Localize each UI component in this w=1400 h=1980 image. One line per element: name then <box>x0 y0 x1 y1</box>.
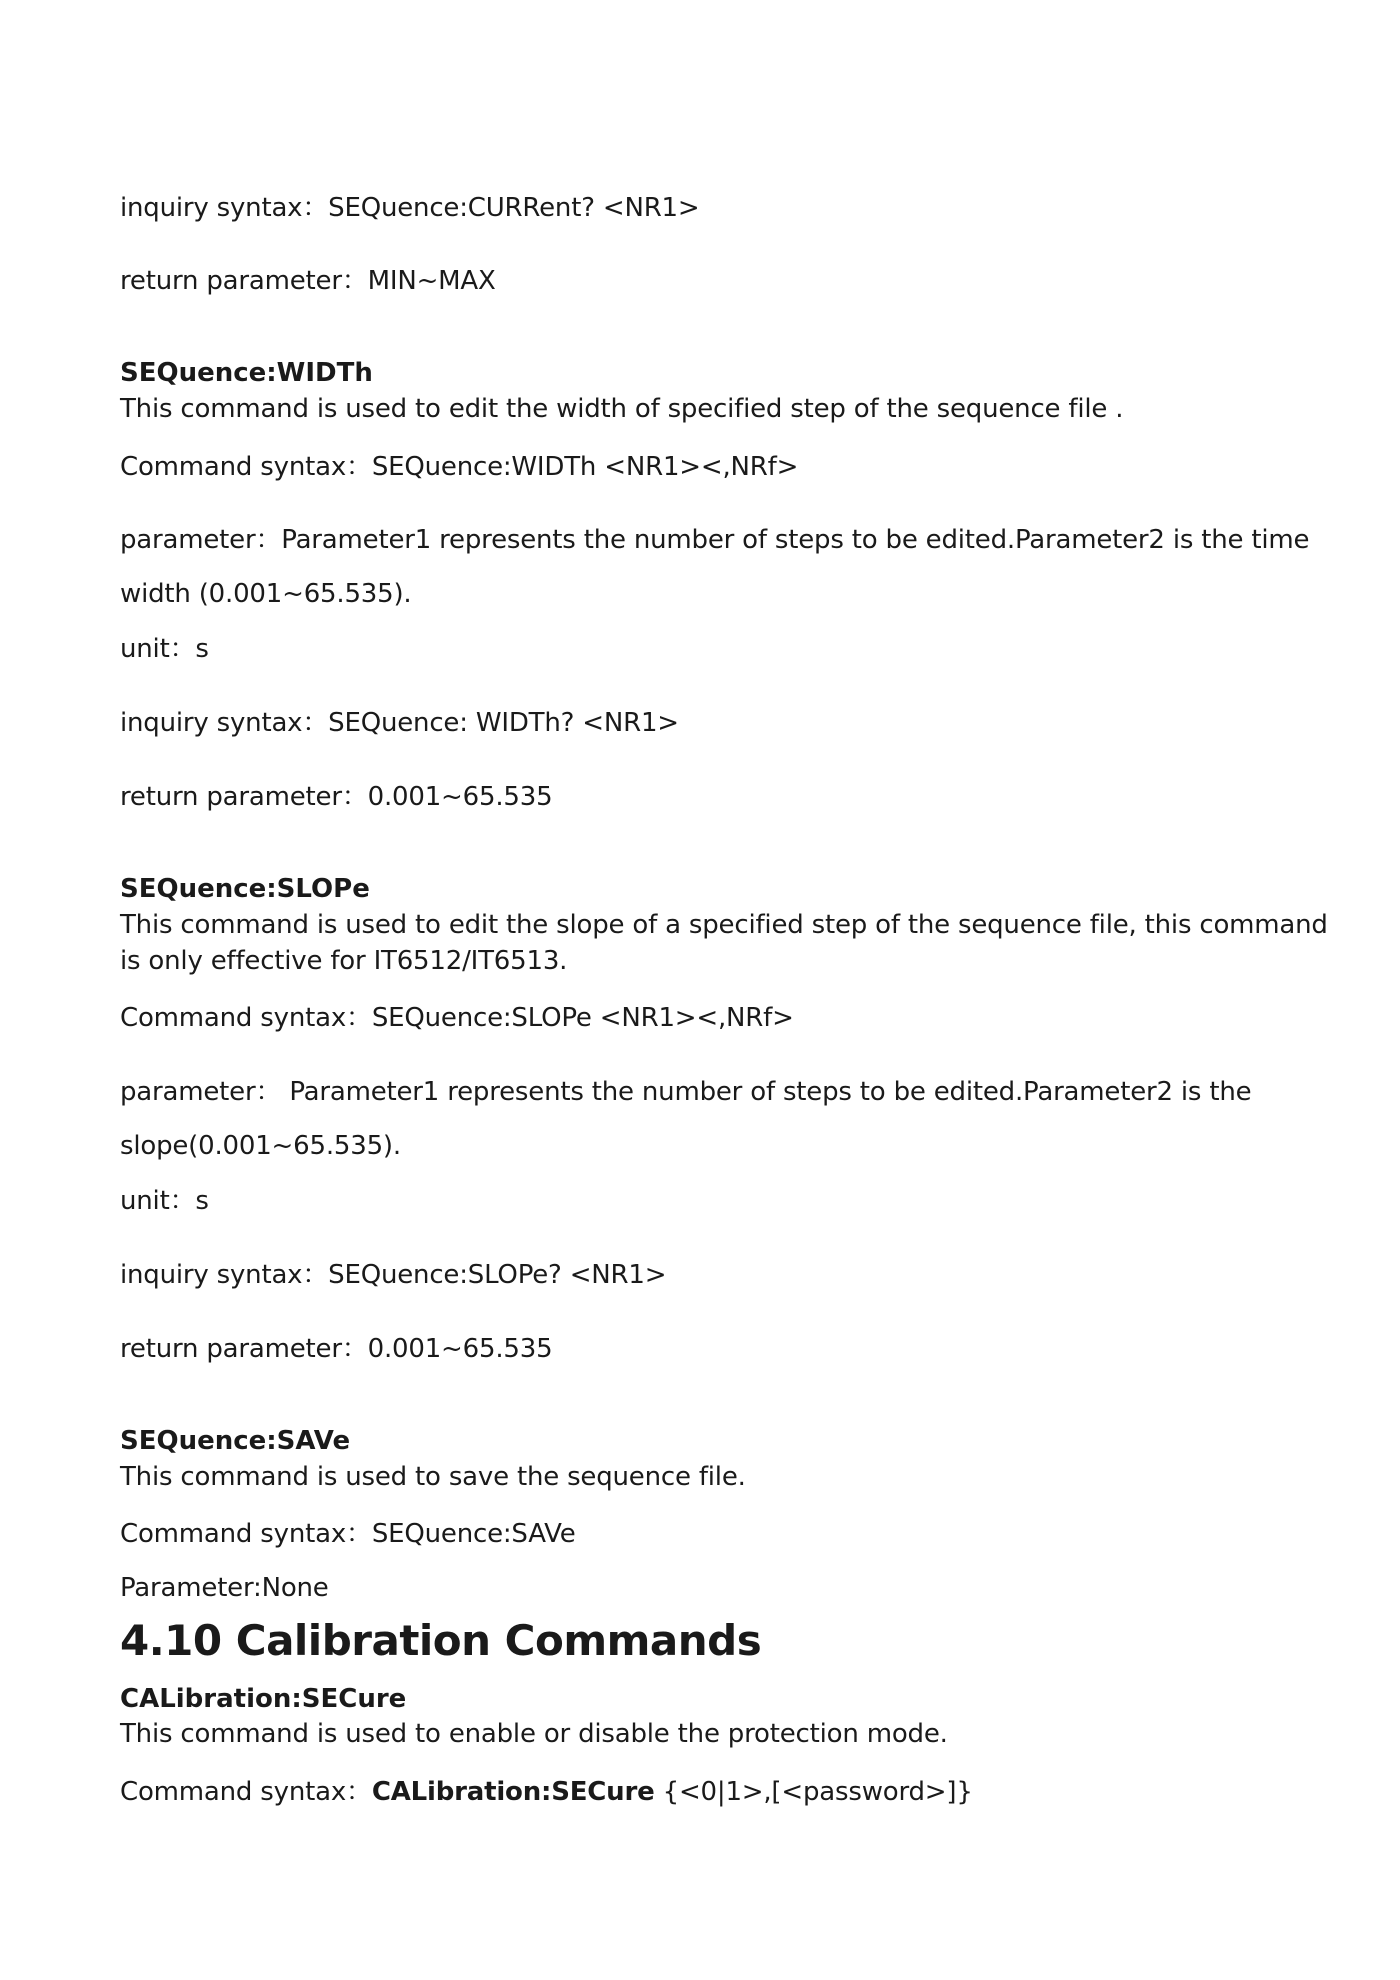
calibration-secure-command-syntax <box>120 1775 973 1809</box>
width-return-parameter: return parameter：0.001~65.535 <box>120 782 553 812</box>
slope-parameter-line-2: slope(0.001~65.535). <box>120 1131 401 1161</box>
slope-description-line-1: This command is used to edit the slope of a specified step of the sequence file, this command <box>120 910 1328 940</box>
slope-command-heading: SEQuence:SLOPe <box>120 874 370 904</box>
calibration-secure-heading: CALibration:SECure <box>120 1684 407 1714</box>
width-inquiry-syntax: inquiry syntax：SEQuence: WIDTh? <NR1> <box>120 708 679 738</box>
slope-return-parameter: return parameter：0.001~65.535 <box>120 1334 553 1364</box>
calibration-secure-description: This command is used to enable or disable the protection mode. <box>120 1719 948 1749</box>
width-command-heading: SEQuence:WIDTh <box>120 358 373 388</box>
slope-inquiry-syntax: inquiry syntax：SEQuence:SLOPe? <NR1> <box>120 1260 667 1290</box>
syntax-args: {<0|1>,[<password>]} <box>654 1777 973 1807</box>
slope-unit: unit：s <box>120 1186 209 1216</box>
syntax-command: CALibration:SECure <box>371 1777 655 1807</box>
save-command-heading: SEQuence:SAVe <box>120 1426 351 1456</box>
save-description: This command is used to save the sequence file. <box>120 1462 746 1492</box>
slope-description-line-2: is only effective for IT6512/IT6513. <box>120 946 568 976</box>
slope-command-syntax: Command syntax：SEQuence:SLOPe <NR1><,NRf> <box>120 1003 794 1033</box>
current-inquiry-syntax: inquiry syntax：SEQuence:CURRent? <NR1> <box>120 193 700 223</box>
calibration-section-title: 4.10 Calibration Commands <box>120 1616 762 1665</box>
width-command-syntax: Command syntax：SEQuence:WIDTh <NR1><,NRf> <box>120 452 799 482</box>
width-description: This command is used to edit the width of specified step of the sequence file . <box>120 394 1124 424</box>
width-unit: unit：s <box>120 634 209 664</box>
current-return-parameter: return parameter：MIN~MAX <box>120 266 496 296</box>
syntax-prefix: Command syntax： <box>120 1777 372 1807</box>
width-parameter-line-2: width (0.001~65.535). <box>120 579 412 609</box>
save-command-syntax: Command syntax：SEQuence:SAVe <box>120 1519 576 1549</box>
save-parameter: Parameter:None <box>120 1573 329 1603</box>
width-parameter-line-1: parameter：Parameter1 represents the number of steps to be edited.Parameter2 is the time <box>120 525 1310 555</box>
slope-parameter-line-1: parameter： Parameter1 represents the number of steps to be edited.Parameter2 is the <box>120 1077 1252 1107</box>
